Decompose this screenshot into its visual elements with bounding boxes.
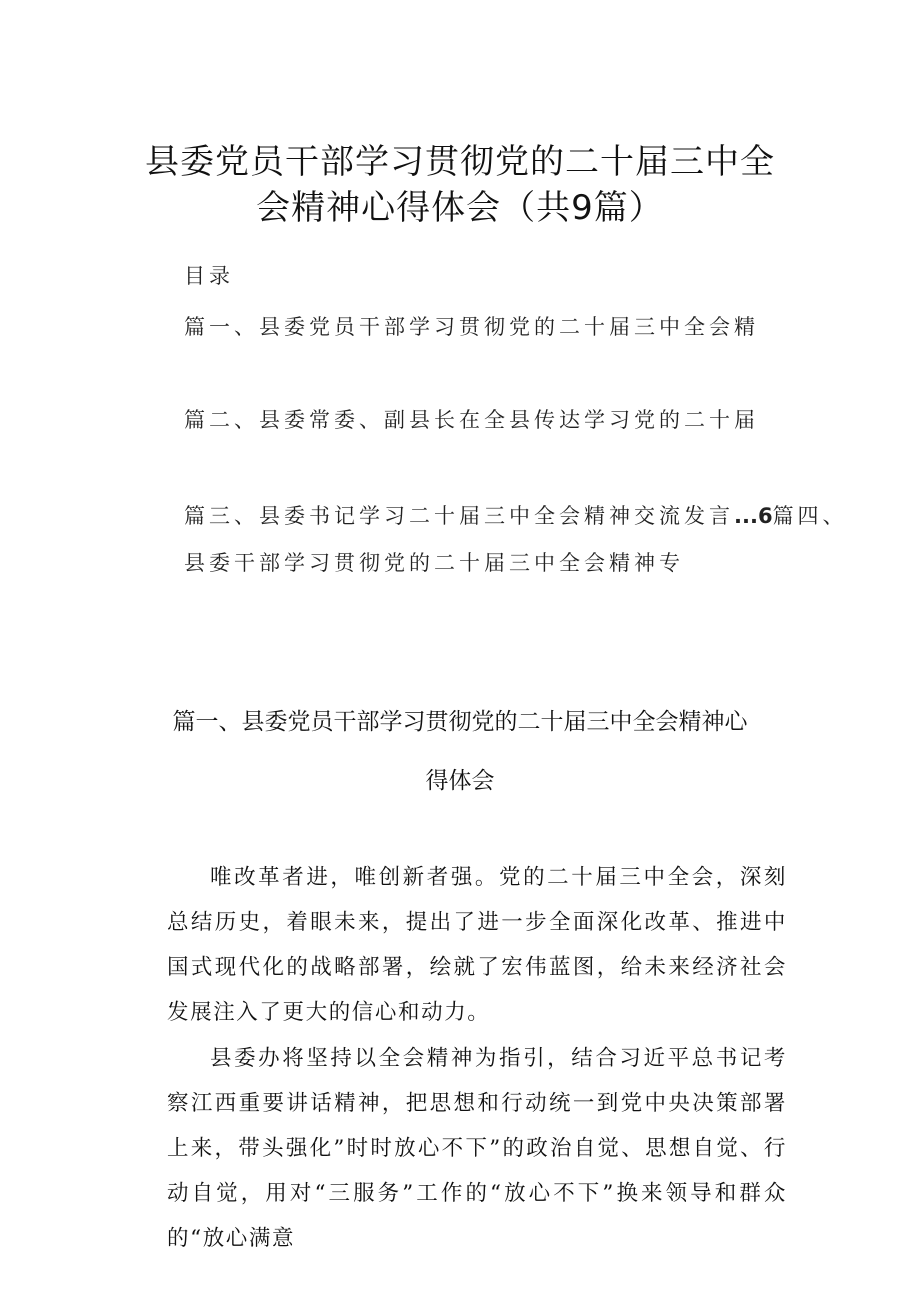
toc-item-3-page-number: 6 — [757, 504, 773, 528]
document-title-line2: 会精神心得体会（共9篇） — [256, 188, 664, 228]
toc-item-4-prefix: 篇四、 — [772, 504, 848, 528]
section-title-line2: 得体会 — [425, 768, 495, 794]
toc-item-3-leader: ... — [734, 504, 758, 528]
toc-item-3[interactable] — [184, 500, 848, 530]
toc-item-4[interactable]: 县委干部学习贯彻党的二十届三中全会精神专 — [184, 551, 684, 575]
toc-item-2[interactable]: 篇二、县委常委、副县长在全县传达学习党的二十届 — [184, 408, 759, 432]
toc-item-1[interactable]: 篇一、县委党员干部学习贯彻党的二十届三中全会精 — [184, 315, 759, 339]
body-paragraph-1: 唯改革者进，唯创新者强。党的二十届三中全会，深刻总结历史，着眼未来，提出了进一步全面深化改革、推进中国式现代化的战略部署，绘就了宏伟蓝图，给未来经济社会发展注入了更大的信心和动力。 — [167, 865, 787, 1025]
toc-heading: 目录 — [184, 264, 234, 288]
document-title-line1: 县委党员干部学习贯彻党的二十届三中全 — [145, 142, 775, 182]
section-title-line1: 篇一、县委党员干部学习贯彻党的二十届三中全会精神心 — [172, 709, 748, 735]
toc-item-3-text: 篇三、县委书记学习二十届三中全会精神交流发言 — [184, 504, 734, 528]
body-paragraph-2: 县委办将坚持以全会精神为指引，结合习近平总书记考察江西重要讲话精神，把思想和行动统一到党中央决策部署上来，带头强化”时时放心不下”的政治自觉、思想自觉、行动自觉，用对“三服务”工作的“放心不下”换来领导和群众的“放心满意 — [167, 1046, 787, 1251]
